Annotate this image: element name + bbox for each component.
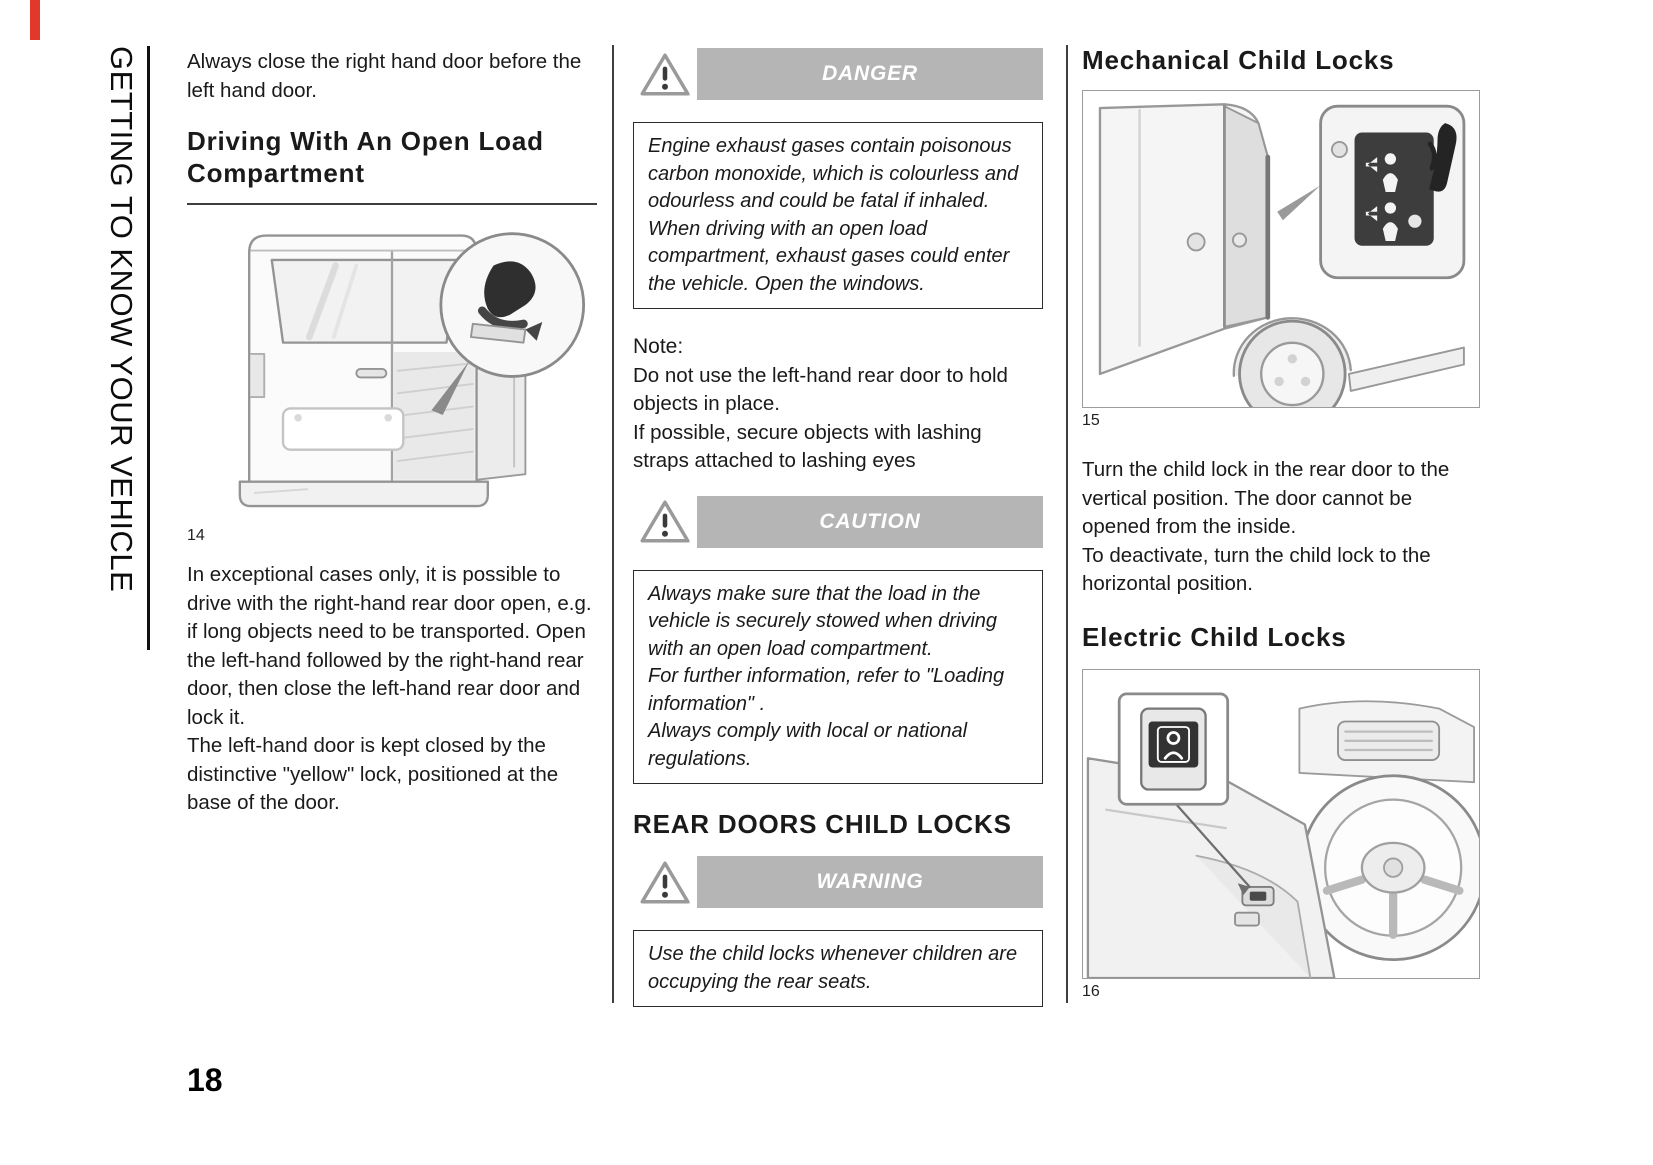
chapter-accent-bar bbox=[30, 0, 40, 40]
section-heading-rear-doors-child-locks: REAR DOORS CHILD LOCKS bbox=[633, 809, 1012, 839]
danger-text: Engine exhaust gases contain poisonous carbon monoxide, which is colourless and odourless and could be fatal if inhaled. When driving with an open load compartment, exhaust gases could enter the vehicle. Open the windows. bbox=[648, 135, 1019, 295]
caution-banner-label: CAUTION bbox=[819, 509, 921, 533]
danger-text-box bbox=[633, 122, 1043, 309]
column-middle bbox=[633, 0, 1043, 1007]
caution-banner-bar bbox=[697, 496, 1043, 548]
warning-text-box bbox=[633, 930, 1043, 1007]
section-heading-mechanical-child-locks: Mechanical Child Locks bbox=[1082, 45, 1395, 75]
column-left bbox=[187, 0, 597, 818]
figure-15-caption: 15 bbox=[1082, 412, 1100, 429]
van-sliding-door-illustration bbox=[1083, 91, 1479, 407]
caution-banner bbox=[633, 496, 1043, 548]
danger-banner-bar bbox=[697, 48, 1043, 100]
section-rule bbox=[187, 203, 597, 205]
warning-banner-bar bbox=[697, 856, 1043, 908]
danger-banner-label: DANGER bbox=[822, 62, 918, 85]
note-line: Do not use the left-hand rear door to hold objects in place. bbox=[633, 363, 1008, 415]
body-paragraph: To deactivate, turn the child lock to the horizontal position. bbox=[1082, 543, 1431, 595]
figure-15-sliding-door-child-lock-illustration bbox=[1082, 90, 1480, 408]
figure-16-caption: 16 bbox=[1082, 982, 1100, 1000]
column-right bbox=[1082, 0, 1480, 1001]
note-label: Note: bbox=[633, 335, 684, 358]
body-paragraph: Turn the child lock in the rear door to the vertical position. The door cannot be opened from the inside. bbox=[1082, 458, 1450, 538]
van-rear-illustration bbox=[187, 213, 597, 523]
page-number: 18 bbox=[187, 1062, 223, 1098]
section-heading-driving-open-load: Driving With An Open Load Compartment bbox=[187, 126, 544, 188]
caution-text-line: Always make sure that the load in the vehicle is securely stowed when driving with an open load compartment. bbox=[648, 582, 998, 660]
section-heading-electric-child-locks: Electric Child Locks bbox=[1082, 621, 1347, 652]
column-divider bbox=[1066, 45, 1068, 1003]
warning-text: Use the child locks whenever children are occupying the rear seats. bbox=[648, 943, 1018, 993]
figure-16-electric-child-lock-switch-illustration bbox=[1082, 669, 1480, 979]
chapter-title-rule bbox=[147, 46, 150, 650]
danger-banner bbox=[633, 48, 1043, 100]
figure-14-van-rear-doors-illustration bbox=[187, 213, 597, 523]
body-paragraph: The left-hand door is kept closed by the distinctive "yellow" lock, positioned at the base of the door. bbox=[187, 734, 559, 814]
warning-banner bbox=[633, 856, 1043, 908]
warning-triangle-icon bbox=[633, 48, 697, 100]
caution-text-line: For further information, refer to "Loading information" . bbox=[648, 665, 1005, 715]
column-divider bbox=[612, 45, 614, 1003]
warning-banner-label: WARNING bbox=[816, 870, 924, 893]
body-paragraph: In exceptional cases only, it is possible to drive with the right-hand rear door open, e.g. if long objects need to be transported. Open the left-hand followed by the right-hand rear door, then close the left-hand rear door and lock it. bbox=[187, 563, 592, 729]
note-line: If possible, secure objects with lashing straps attached to lashing eyes bbox=[633, 420, 982, 472]
interior-door-switch-illustration bbox=[1083, 670, 1479, 978]
intro-paragraph: Always close the right hand door before the left hand door. bbox=[187, 50, 582, 102]
warning-triangle-icon bbox=[633, 856, 697, 908]
figure-14-caption: 14 bbox=[187, 527, 205, 544]
chapter-title: GETTING TO KNOW YOUR VEHICLE bbox=[104, 46, 139, 593]
warning-triangle-icon bbox=[633, 496, 697, 548]
caution-text-line: Always comply with local or national regulations. bbox=[648, 720, 968, 770]
caution-text-box bbox=[633, 570, 1043, 785]
